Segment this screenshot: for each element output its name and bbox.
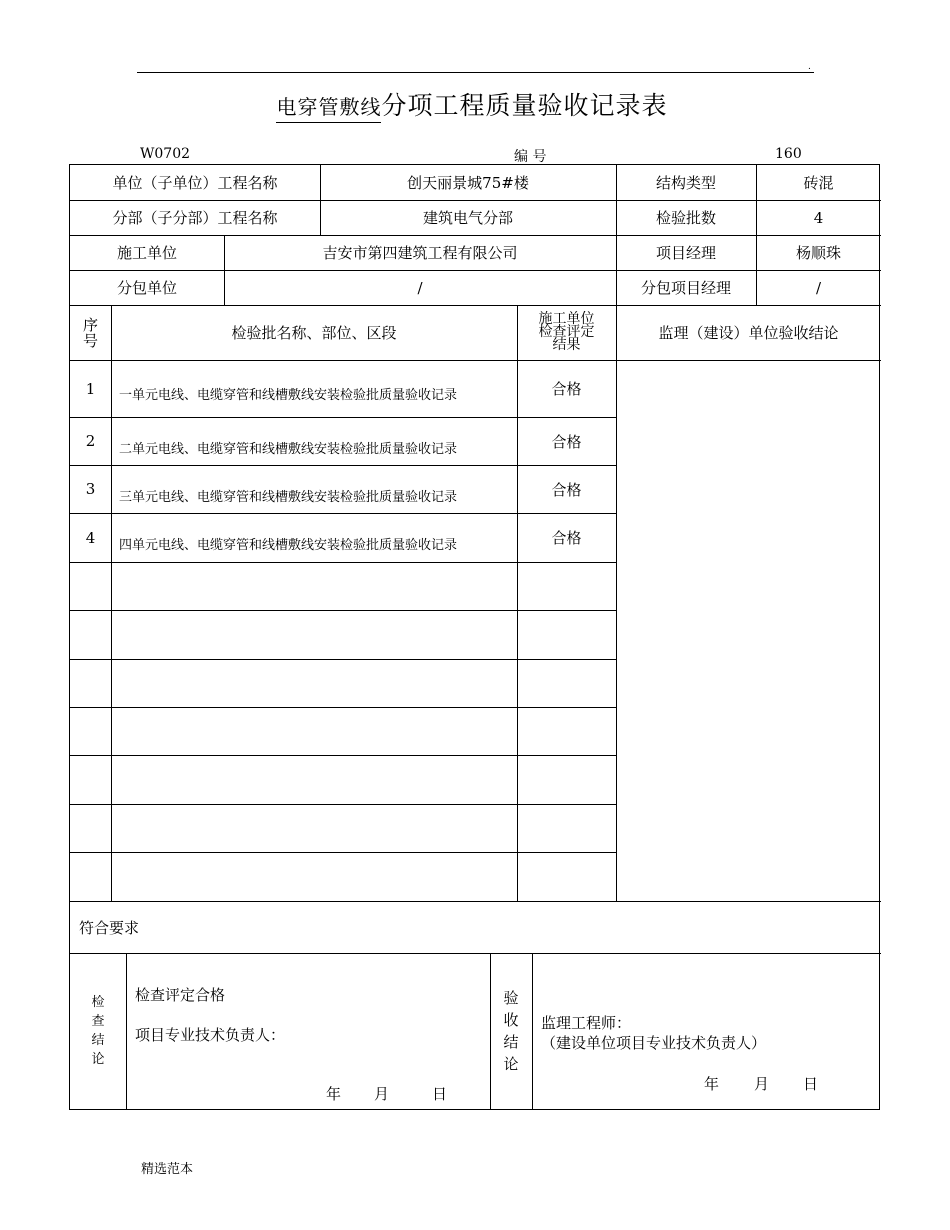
- sub-project-manager-value: /: [815, 278, 822, 297]
- remarks: 符合要求: [79, 918, 140, 937]
- table-row-seq: 4: [85, 528, 96, 547]
- footer-note: 精选范本: [141, 1162, 194, 1177]
- form-code: W0702: [140, 146, 191, 162]
- acceptance-conclusion-label: [490, 953, 532, 1109]
- contractor-value: 吉安市第四建筑工程有限公司: [322, 244, 518, 262]
- structure-type-value: 砖混: [803, 174, 834, 192]
- table-row-name: 二单元电线、电缆穿管和线槽敷线安装检验批质量验收记录: [119, 441, 458, 457]
- owner-tech-lead-label: （建设单位项目专业技术负责人）: [541, 1034, 767, 1052]
- accept-date-month: 月: [754, 1075, 770, 1093]
- check-date-year: 年: [326, 1085, 342, 1103]
- table-row-result: 合格: [551, 380, 582, 398]
- supervising-engineer-label: 监理工程师：: [541, 1014, 632, 1032]
- table-row-result: 合格: [551, 529, 582, 547]
- check-result-text: 检查评定合格: [135, 986, 226, 1004]
- unit-name-label: 单位（子单位）工程名称: [112, 174, 278, 192]
- column-header-evaluation-line2: 检查评定: [538, 324, 595, 340]
- check-tech-lead-label: 项目专业技术负责人：: [135, 1026, 286, 1044]
- corner-mark: .: [808, 62, 811, 72]
- batch-count-label: 检验批数: [655, 209, 716, 227]
- table-row-seq: 2: [85, 432, 96, 450]
- sub-project-manager-label: 分包项目经理: [640, 279, 731, 297]
- check-date-day: 日: [432, 1085, 448, 1103]
- division-name-label: 分部（子分部）工程名称: [112, 209, 278, 227]
- table-row-name: 三单元电线、电缆穿管和线槽敷线安装检验批质量验收记录: [119, 489, 458, 505]
- top-rule: [137, 72, 814, 73]
- number-label: 编 号: [514, 149, 547, 165]
- accept-date-day: 日: [803, 1075, 819, 1093]
- subcontractor-label: 分包单位: [116, 279, 177, 297]
- table-row-seq: 3: [85, 480, 96, 498]
- check-label-text: 检查结论: [91, 995, 105, 1067]
- column-header-supervision: 监理（建设）单位验收结论: [658, 324, 839, 342]
- table-row-result: 合格: [551, 432, 582, 451]
- project-manager-label: 项目经理: [655, 244, 716, 262]
- page-title: [0, 86, 950, 123]
- division-name-value: 建筑电气分部: [422, 209, 513, 227]
- table-row-name: 一单元电线、电缆穿管和线槽敷线安装检验批质量验收记录: [119, 388, 458, 403]
- column-header-evaluation-line3: 结果: [552, 337, 581, 353]
- accept-label-text: 验收结论: [503, 989, 519, 1073]
- table-row-result: 合格: [551, 480, 582, 499]
- table-row-name: 四单元电线、电缆穿管和线槽敷线安装检验批质量验收记录: [119, 538, 458, 553]
- contractor-label: 施工单位: [116, 244, 177, 262]
- column-header-seq: 序号: [82, 315, 98, 350]
- unit-name-value: 创天丽景城75#楼: [407, 174, 529, 192]
- column-header-batch-name: 检验批名称、部位、区段: [231, 324, 397, 342]
- accept-date-year: 年: [704, 1075, 720, 1093]
- table-row-seq: 1: [85, 379, 96, 398]
- check-date-month: 月: [374, 1085, 390, 1103]
- column-header-evaluation: [517, 305, 616, 360]
- title-main: 分项工程质量验收记录表: [381, 91, 668, 120]
- structure-type-label: 结构类型: [655, 174, 716, 192]
- inspection-form-table: [69, 164, 880, 1110]
- title-prefix: 电穿管敷线: [276, 91, 381, 123]
- batch-count-value: 4: [813, 208, 824, 227]
- column-header-evaluation-line1: 施工单位: [538, 311, 595, 327]
- check-conclusion-label: [70, 953, 126, 1109]
- subcontractor-value: /: [417, 278, 423, 297]
- number-value: 160: [775, 146, 802, 162]
- project-manager-value: 杨顺珠: [795, 244, 841, 262]
